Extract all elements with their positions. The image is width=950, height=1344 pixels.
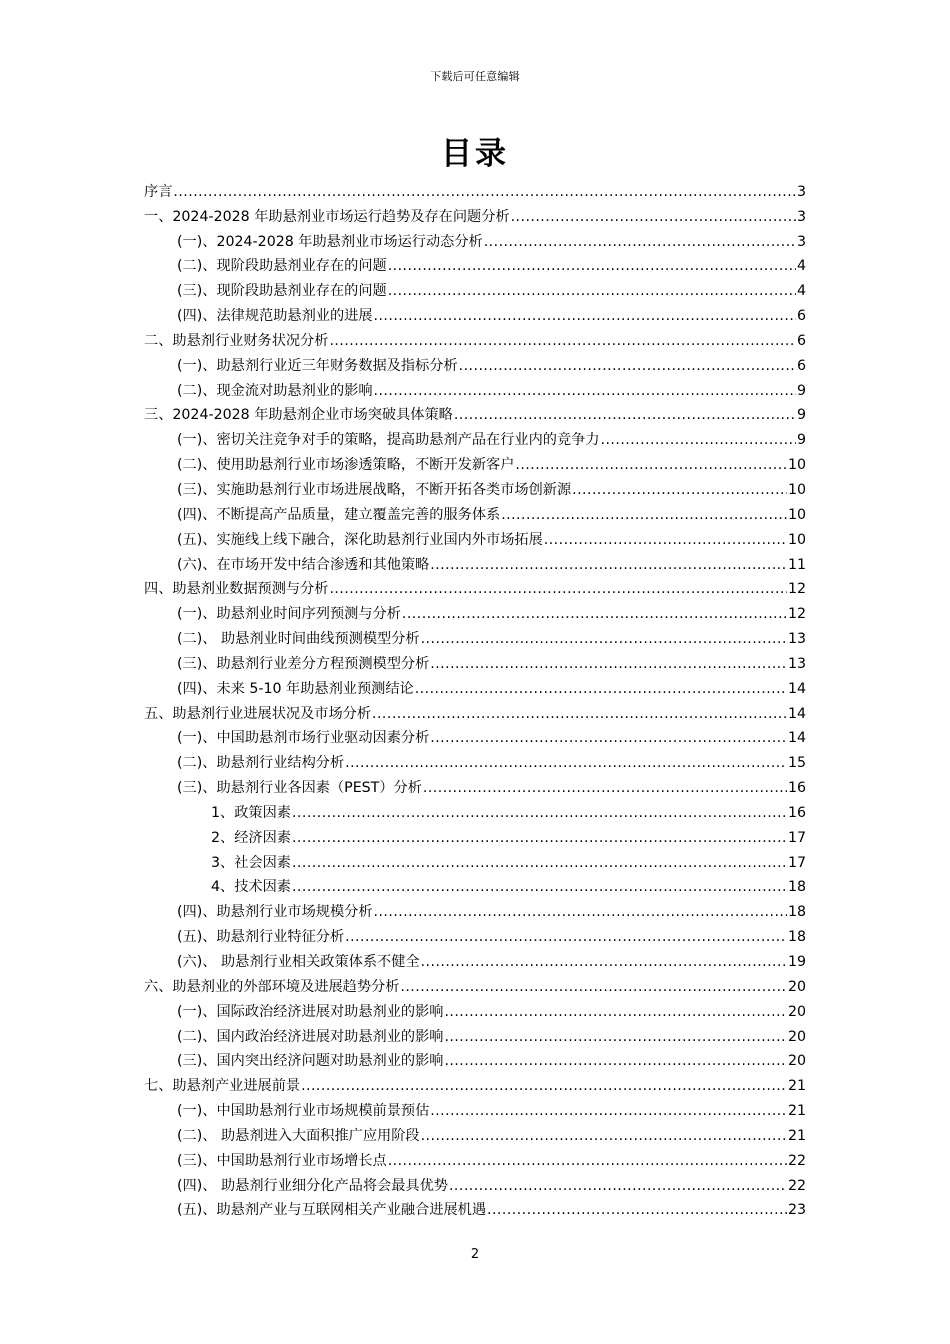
toc-entry-label: (四)、 助悬剂行业细分化产品将会最具优势 bbox=[177, 1177, 448, 1194]
toc-dot-leader bbox=[484, 233, 796, 251]
toc-entry[interactable] bbox=[144, 1170, 806, 1195]
toc-entry-page: 20 bbox=[787, 1003, 806, 1020]
toc-entry[interactable] bbox=[144, 598, 806, 623]
toc-entry-page: 13 bbox=[787, 631, 806, 648]
toc-dot-leader bbox=[388, 257, 796, 275]
toc-entry-label: (三)、助悬剂行业各因素（PEST）分析 bbox=[177, 780, 422, 797]
toc-entry-label: 二、助悬剂行业财务状况分析 bbox=[144, 332, 329, 349]
toc-dot-leader bbox=[430, 556, 787, 574]
toc-entry-page: 6 bbox=[796, 332, 806, 349]
toc-dot-leader bbox=[329, 580, 786, 598]
toc-entry[interactable] bbox=[144, 375, 806, 400]
toc-entry-page: 10 bbox=[787, 457, 806, 474]
toc-entry[interactable] bbox=[144, 896, 806, 921]
toc-entry[interactable] bbox=[144, 1120, 806, 1145]
toc-entry-page: 3 bbox=[796, 183, 806, 200]
toc-entry-page: 20 bbox=[787, 978, 806, 995]
toc-entry[interactable] bbox=[144, 847, 806, 872]
toc-entry[interactable] bbox=[144, 996, 806, 1021]
toc-entry-page: 15 bbox=[787, 755, 806, 772]
toc-entry-label: (一)、中国助悬剂行业市场规模前景预估 bbox=[177, 1103, 430, 1120]
toc-entry-label: 3、社会因素 bbox=[211, 854, 291, 871]
toc-entry-page: 18 bbox=[787, 904, 806, 921]
toc-entry[interactable] bbox=[144, 201, 806, 226]
toc-entry-label: (二)、现阶段助悬剂业存在的问题 bbox=[177, 258, 387, 275]
toc-dot-leader bbox=[374, 903, 787, 921]
toc-entry-label: (四)、法律规范助悬剂业的进展 bbox=[177, 308, 373, 325]
toc-entry-label: 七、助悬剂产业进展前景 bbox=[144, 1078, 301, 1095]
toc-entry[interactable] bbox=[144, 623, 806, 648]
toc-dot-leader bbox=[415, 680, 787, 698]
toc-dot-leader bbox=[292, 829, 787, 847]
toc-entry-label: (一)、密切关注竞争对手的策略，提高助悬剂产品在行业内的竞争力 bbox=[177, 432, 600, 449]
toc-entry[interactable] bbox=[144, 1070, 806, 1095]
toc-entry-page: 9 bbox=[796, 407, 806, 424]
toc-entry-label: (一)、国际政治经济进展对助悬剂业的影响 bbox=[177, 1003, 444, 1020]
toc-dot-leader bbox=[430, 1102, 787, 1120]
toc-entry[interactable] bbox=[144, 176, 806, 201]
toc-dot-leader bbox=[173, 183, 796, 201]
toc-dot-leader bbox=[544, 531, 787, 549]
toc-entry-page: 18 bbox=[787, 879, 806, 896]
toc-entry-page: 21 bbox=[787, 1127, 806, 1144]
toc-dot-leader bbox=[402, 605, 787, 623]
toc-dot-leader bbox=[444, 1003, 786, 1021]
toc-entry[interactable] bbox=[144, 971, 806, 996]
toc-entry[interactable] bbox=[144, 400, 806, 425]
toc-dot-leader bbox=[301, 1077, 787, 1095]
toc-entry[interactable] bbox=[144, 747, 806, 772]
toc-entry-page: 17 bbox=[787, 829, 806, 846]
toc-entry[interactable] bbox=[144, 424, 806, 449]
toc-entry-label: (一)、助悬剂业时间序列预测与分析 bbox=[177, 606, 401, 623]
toc-dot-leader bbox=[430, 729, 787, 747]
toc-entry-page: 16 bbox=[787, 804, 806, 821]
toc-dot-leader bbox=[372, 705, 787, 723]
toc-entry-label: 四、助悬剂业数据预测与分析 bbox=[144, 581, 329, 598]
toc-entry-page: 3 bbox=[796, 208, 806, 225]
toc-entry[interactable] bbox=[144, 822, 806, 847]
toc-entry-page: 12 bbox=[787, 606, 806, 623]
toc-dot-leader bbox=[430, 655, 787, 673]
toc-entry-label: 序言 bbox=[144, 183, 173, 200]
toc-entry-label: (五)、助悬剂行业特征分析 bbox=[177, 929, 345, 946]
toc-entry-label: (三)、现阶段助悬剂业存在的问题 bbox=[177, 283, 387, 300]
toc-entry[interactable] bbox=[144, 524, 806, 549]
toc-entry-page: 14 bbox=[787, 680, 806, 697]
toc-entry[interactable] bbox=[144, 350, 806, 375]
toc-entry-label: (三)、助悬剂行业差分方程预测模型分析 bbox=[177, 655, 430, 672]
toc-entry-label: (一)、助悬剂行业近三年财务数据及指标分析 bbox=[177, 357, 458, 374]
toc-entry[interactable] bbox=[144, 1021, 806, 1046]
toc-entry[interactable] bbox=[144, 325, 806, 350]
toc-entry-label: (四)、不断提高产品质量，建立覆盖完善的服务体系 bbox=[177, 506, 501, 523]
toc-dot-leader bbox=[345, 754, 787, 772]
toc-dot-leader bbox=[449, 1177, 787, 1195]
toc-dot-leader bbox=[511, 208, 796, 226]
toc-entry-page: 10 bbox=[787, 531, 806, 548]
toc-entry[interactable] bbox=[144, 300, 806, 325]
toc-title: 目录 bbox=[441, 136, 509, 172]
toc-dot-leader bbox=[501, 506, 787, 524]
toc-dot-leader bbox=[388, 282, 796, 300]
toc-entry-label: (四)、未来 5-10 年助悬剂业预测结论 bbox=[177, 680, 414, 697]
toc-entry[interactable] bbox=[144, 574, 806, 599]
toc-entry-label: 五、助悬剂行业进展状况及市场分析 bbox=[144, 705, 372, 722]
toc-entry-label: (六)、在市场开发中结合渗透和其他策略 bbox=[177, 556, 430, 573]
toc-entry-page: 4 bbox=[796, 283, 806, 300]
toc-entry[interactable] bbox=[144, 772, 806, 797]
toc-entry-page: 21 bbox=[787, 1078, 806, 1095]
toc-dot-leader bbox=[374, 307, 796, 325]
toc-entry-label: (六)、 助悬剂行业相关政策体系不健全 bbox=[177, 954, 420, 970]
toc-dot-leader bbox=[459, 357, 796, 375]
toc-entry-page: 9 bbox=[796, 382, 806, 399]
toc-entry-page: 10 bbox=[787, 481, 806, 498]
toc-entry-page: 20 bbox=[787, 1053, 806, 1070]
toc-entry[interactable] bbox=[144, 1046, 806, 1071]
toc-dot-leader bbox=[421, 1127, 787, 1145]
toc-dot-leader bbox=[292, 804, 787, 822]
toc-entry-page: 19 bbox=[787, 954, 806, 970]
toc-entry-label: (一)、2024-2028 年助悬剂业市场运行动态分析 bbox=[177, 233, 483, 250]
toc-entry-page: 17 bbox=[787, 854, 806, 871]
toc-entry-label: (五)、实施线上线下融合，深化助悬剂行业国内外市场拓展 bbox=[177, 531, 543, 548]
toc-entry-page: 21 bbox=[787, 1103, 806, 1120]
toc-dot-leader bbox=[454, 406, 796, 424]
toc-entry[interactable] bbox=[144, 474, 806, 499]
toc-entry-page: 16 bbox=[787, 780, 806, 797]
toc-entry-label: 4、技术因素 bbox=[211, 879, 291, 896]
toc-entry[interactable] bbox=[144, 921, 806, 946]
toc-entry-label: (三)、实施助悬剂行业市场进展战略，不断开拓各类市场创新源 bbox=[177, 481, 572, 498]
toc-entry-label: 一、2024-2028 年助悬剂业市场运行趋势及存在问题分析 bbox=[144, 208, 510, 225]
toc-entry-label: (四)、助悬剂行业市场规模分析 bbox=[177, 904, 373, 921]
toc-dot-leader bbox=[444, 1052, 786, 1070]
toc-dot-leader bbox=[292, 854, 787, 872]
toc-entry-page: 22 bbox=[787, 1152, 806, 1169]
toc-dot-leader bbox=[329, 332, 796, 350]
toc-entry-page: 23 bbox=[787, 1202, 806, 1219]
toc-dot-leader bbox=[345, 928, 787, 946]
toc-entry-page: 14 bbox=[787, 705, 806, 722]
toc-entry[interactable] bbox=[144, 449, 806, 474]
toc-entry-page: 20 bbox=[787, 1028, 806, 1045]
toc-entry-label: (二)、国内政治经济进展对助悬剂业的影响 bbox=[177, 1028, 444, 1045]
toc-entry-label: (三)、中国助悬剂行业市场增长点 bbox=[177, 1152, 387, 1169]
toc-entry[interactable] bbox=[144, 723, 806, 748]
toc-entry[interactable] bbox=[144, 797, 806, 822]
toc-dot-leader bbox=[444, 1028, 786, 1046]
toc-entry-page: 6 bbox=[796, 357, 806, 374]
toc-entry[interactable] bbox=[144, 946, 806, 971]
toc-dot-leader bbox=[601, 431, 796, 449]
toc-entry-label: (二)、使用助悬剂行业市场渗透策略，不断开发新客户 bbox=[177, 457, 515, 474]
toc-entry-page: 13 bbox=[787, 655, 806, 672]
toc-entry-label: (二)、助悬剂行业结构分析 bbox=[177, 755, 345, 772]
toc-entry-page: 11 bbox=[787, 556, 806, 573]
toc-dot-leader bbox=[374, 382, 796, 400]
toc-entry[interactable] bbox=[144, 1095, 806, 1120]
toc-dot-leader bbox=[515, 456, 787, 474]
toc-dot-leader bbox=[421, 630, 787, 648]
toc-entry-page: 12 bbox=[787, 581, 806, 598]
toc-entry[interactable] bbox=[144, 673, 806, 698]
toc-entry[interactable] bbox=[144, 1195, 806, 1220]
toc-dot-leader bbox=[400, 978, 787, 996]
page-number: 2 bbox=[470, 1247, 480, 1262]
toc-entry-page: 14 bbox=[787, 730, 806, 747]
toc-entry-page: 22 bbox=[787, 1177, 806, 1194]
toc-entry[interactable] bbox=[144, 226, 806, 251]
toc-entry-page: 3 bbox=[796, 233, 806, 250]
toc-entry-page: 4 bbox=[796, 258, 806, 275]
toc-entry-label: 2、经济因素 bbox=[211, 829, 291, 846]
toc-dot-leader bbox=[421, 953, 787, 971]
toc-entry[interactable] bbox=[144, 872, 806, 897]
toc-entry[interactable] bbox=[144, 499, 806, 524]
toc-entry-label: 六、助悬剂业的外部环境及进展趋势分析 bbox=[144, 978, 400, 995]
toc-entry[interactable] bbox=[144, 251, 806, 276]
toc-dot-leader bbox=[487, 1201, 787, 1219]
toc-entry[interactable] bbox=[144, 275, 806, 300]
toc-dot-leader bbox=[388, 1152, 787, 1170]
toc-entry-page: 10 bbox=[787, 506, 806, 523]
toc-entry-page: 18 bbox=[787, 929, 806, 946]
page-header: 下载后可任意编辑 bbox=[430, 70, 520, 83]
toc-entry-label: (二)、现金流对助悬剂业的影响 bbox=[177, 382, 373, 399]
toc-entry-label: 三、2024-2028 年助悬剂企业市场突破具体策略 bbox=[144, 407, 453, 424]
toc-entry-label: (五)、助悬剂产业与互联网相关产业融合进展机遇 bbox=[177, 1202, 487, 1219]
toc-entry-label: 1、政策因素 bbox=[211, 804, 291, 821]
toc-entry[interactable] bbox=[144, 648, 806, 673]
toc-entry[interactable] bbox=[144, 549, 806, 574]
toc-entry[interactable] bbox=[144, 1145, 806, 1170]
toc-entry-page: 6 bbox=[796, 308, 806, 325]
toc-dot-leader bbox=[423, 779, 787, 797]
table-of-contents bbox=[144, 176, 806, 1219]
toc-entry-page: 9 bbox=[796, 432, 806, 449]
toc-entry-label: (二)、 助悬剂业时间曲线预测模型分析 bbox=[177, 631, 420, 648]
toc-entry-label: (三)、国内突出经济问题对助悬剂业的影响 bbox=[177, 1053, 444, 1070]
toc-entry-label: (一)、中国助悬剂市场行业驱动因素分析 bbox=[177, 730, 430, 747]
toc-entry[interactable] bbox=[144, 698, 806, 723]
toc-dot-leader bbox=[572, 481, 787, 499]
toc-dot-leader bbox=[292, 878, 787, 896]
toc-entry-label: (二)、 助悬剂进入大面积推广应用阶段 bbox=[177, 1127, 420, 1144]
